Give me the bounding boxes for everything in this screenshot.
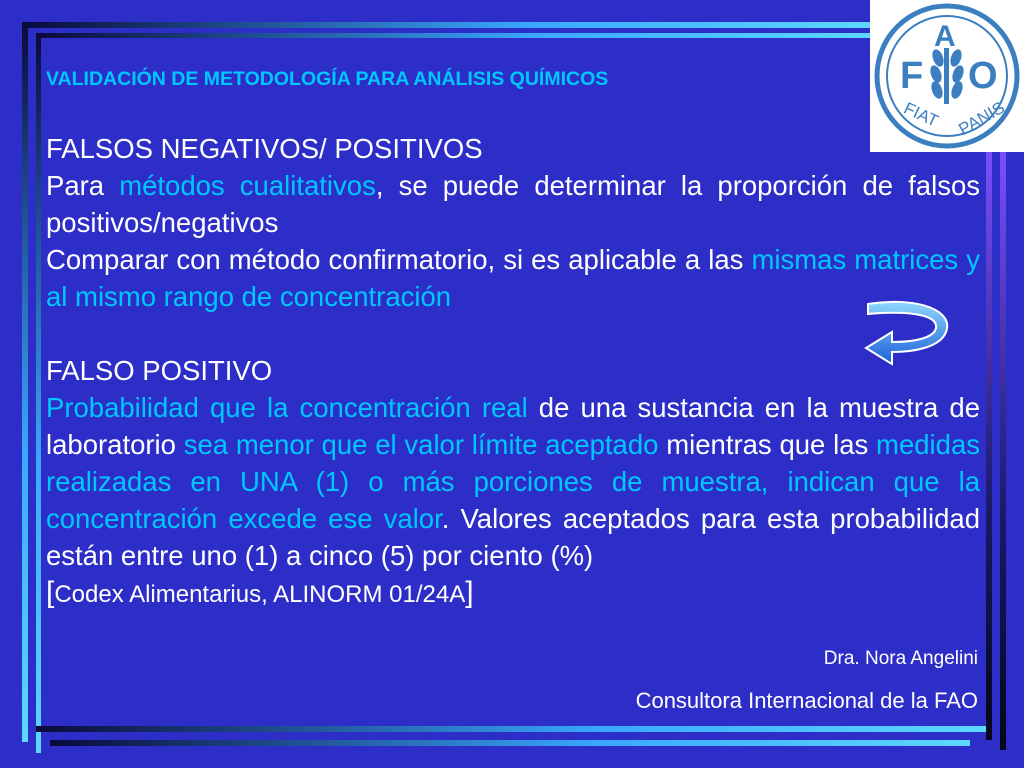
curved-return-arrow-icon [862, 292, 954, 370]
frame-bar-right-inner [1000, 150, 1006, 750]
text-span: mientras que las [658, 429, 877, 460]
highlight-span: Probabilidad que la concentración real [46, 392, 528, 423]
frame-bar-left-outer [22, 22, 28, 742]
spacer [46, 315, 980, 352]
text-span: de una sustancia en la muestra de laboratorio [46, 392, 980, 460]
svg-text:FIAT: FIAT [900, 98, 942, 131]
paragraph-probabilidad [46, 389, 980, 574]
svg-text:F: F [900, 55, 924, 97]
highlight-span: métodos cualitativos [119, 170, 376, 201]
citation-text: Codex Alimentarius, ALINORM 01/24A [54, 581, 466, 608]
citation [46, 574, 980, 613]
section-heading-falsos: FALSOS NEGATIVOS/ POSITIVOS [46, 133, 483, 164]
slide-content [46, 130, 980, 613]
text-span: , se puede determinar la proporción de falsos positivos/negativos [46, 170, 980, 238]
text-span: Para [46, 170, 120, 201]
citation-bracket: ] [465, 576, 474, 609]
section-heading-falso-positivo: FALSO POSITIVO [46, 355, 273, 386]
frame-bar-left-inner [36, 33, 41, 753]
frame-bar-top-inner [36, 33, 872, 38]
text-span: Comparar con método confirmatorio, si es aplicable a las [46, 244, 752, 275]
highlight-span: sea menor que el valor límite aceptado [183, 429, 659, 460]
author-name: Dra. Nora Angelini [823, 648, 978, 669]
svg-text:PANIS: PANIS [955, 97, 1008, 140]
frame-bar-top-outer [22, 22, 872, 28]
frame-bar-bottom-inner [50, 740, 970, 746]
text-span: . Valores aceptados para esta probabilidad están entre uno (1) a cinco (5) por ciento (%) [46, 503, 980, 571]
frame-bar-bottom-outer [36, 726, 986, 732]
frame-bar-right-outer [986, 150, 992, 740]
highlight-span: medidas realizadas en UNA (1) o más porciones de muestra, indican que la concentración excede ese valor [46, 429, 980, 534]
citation-bracket: [ [46, 576, 55, 609]
highlight-span: mismas matrices y al mismo rango de concentración [46, 244, 981, 312]
page-title: VALIDACIÓN DE METODOLOGÍA PARA ANÁLISIS QUÍMICOS [46, 68, 609, 90]
paragraph-comparar [46, 241, 980, 315]
svg-text:A: A [934, 20, 956, 53]
paragraph-metodos [46, 167, 980, 241]
author-role: Consultora Internacional de la FAO [635, 688, 978, 713]
svg-text:O: O [968, 55, 998, 97]
